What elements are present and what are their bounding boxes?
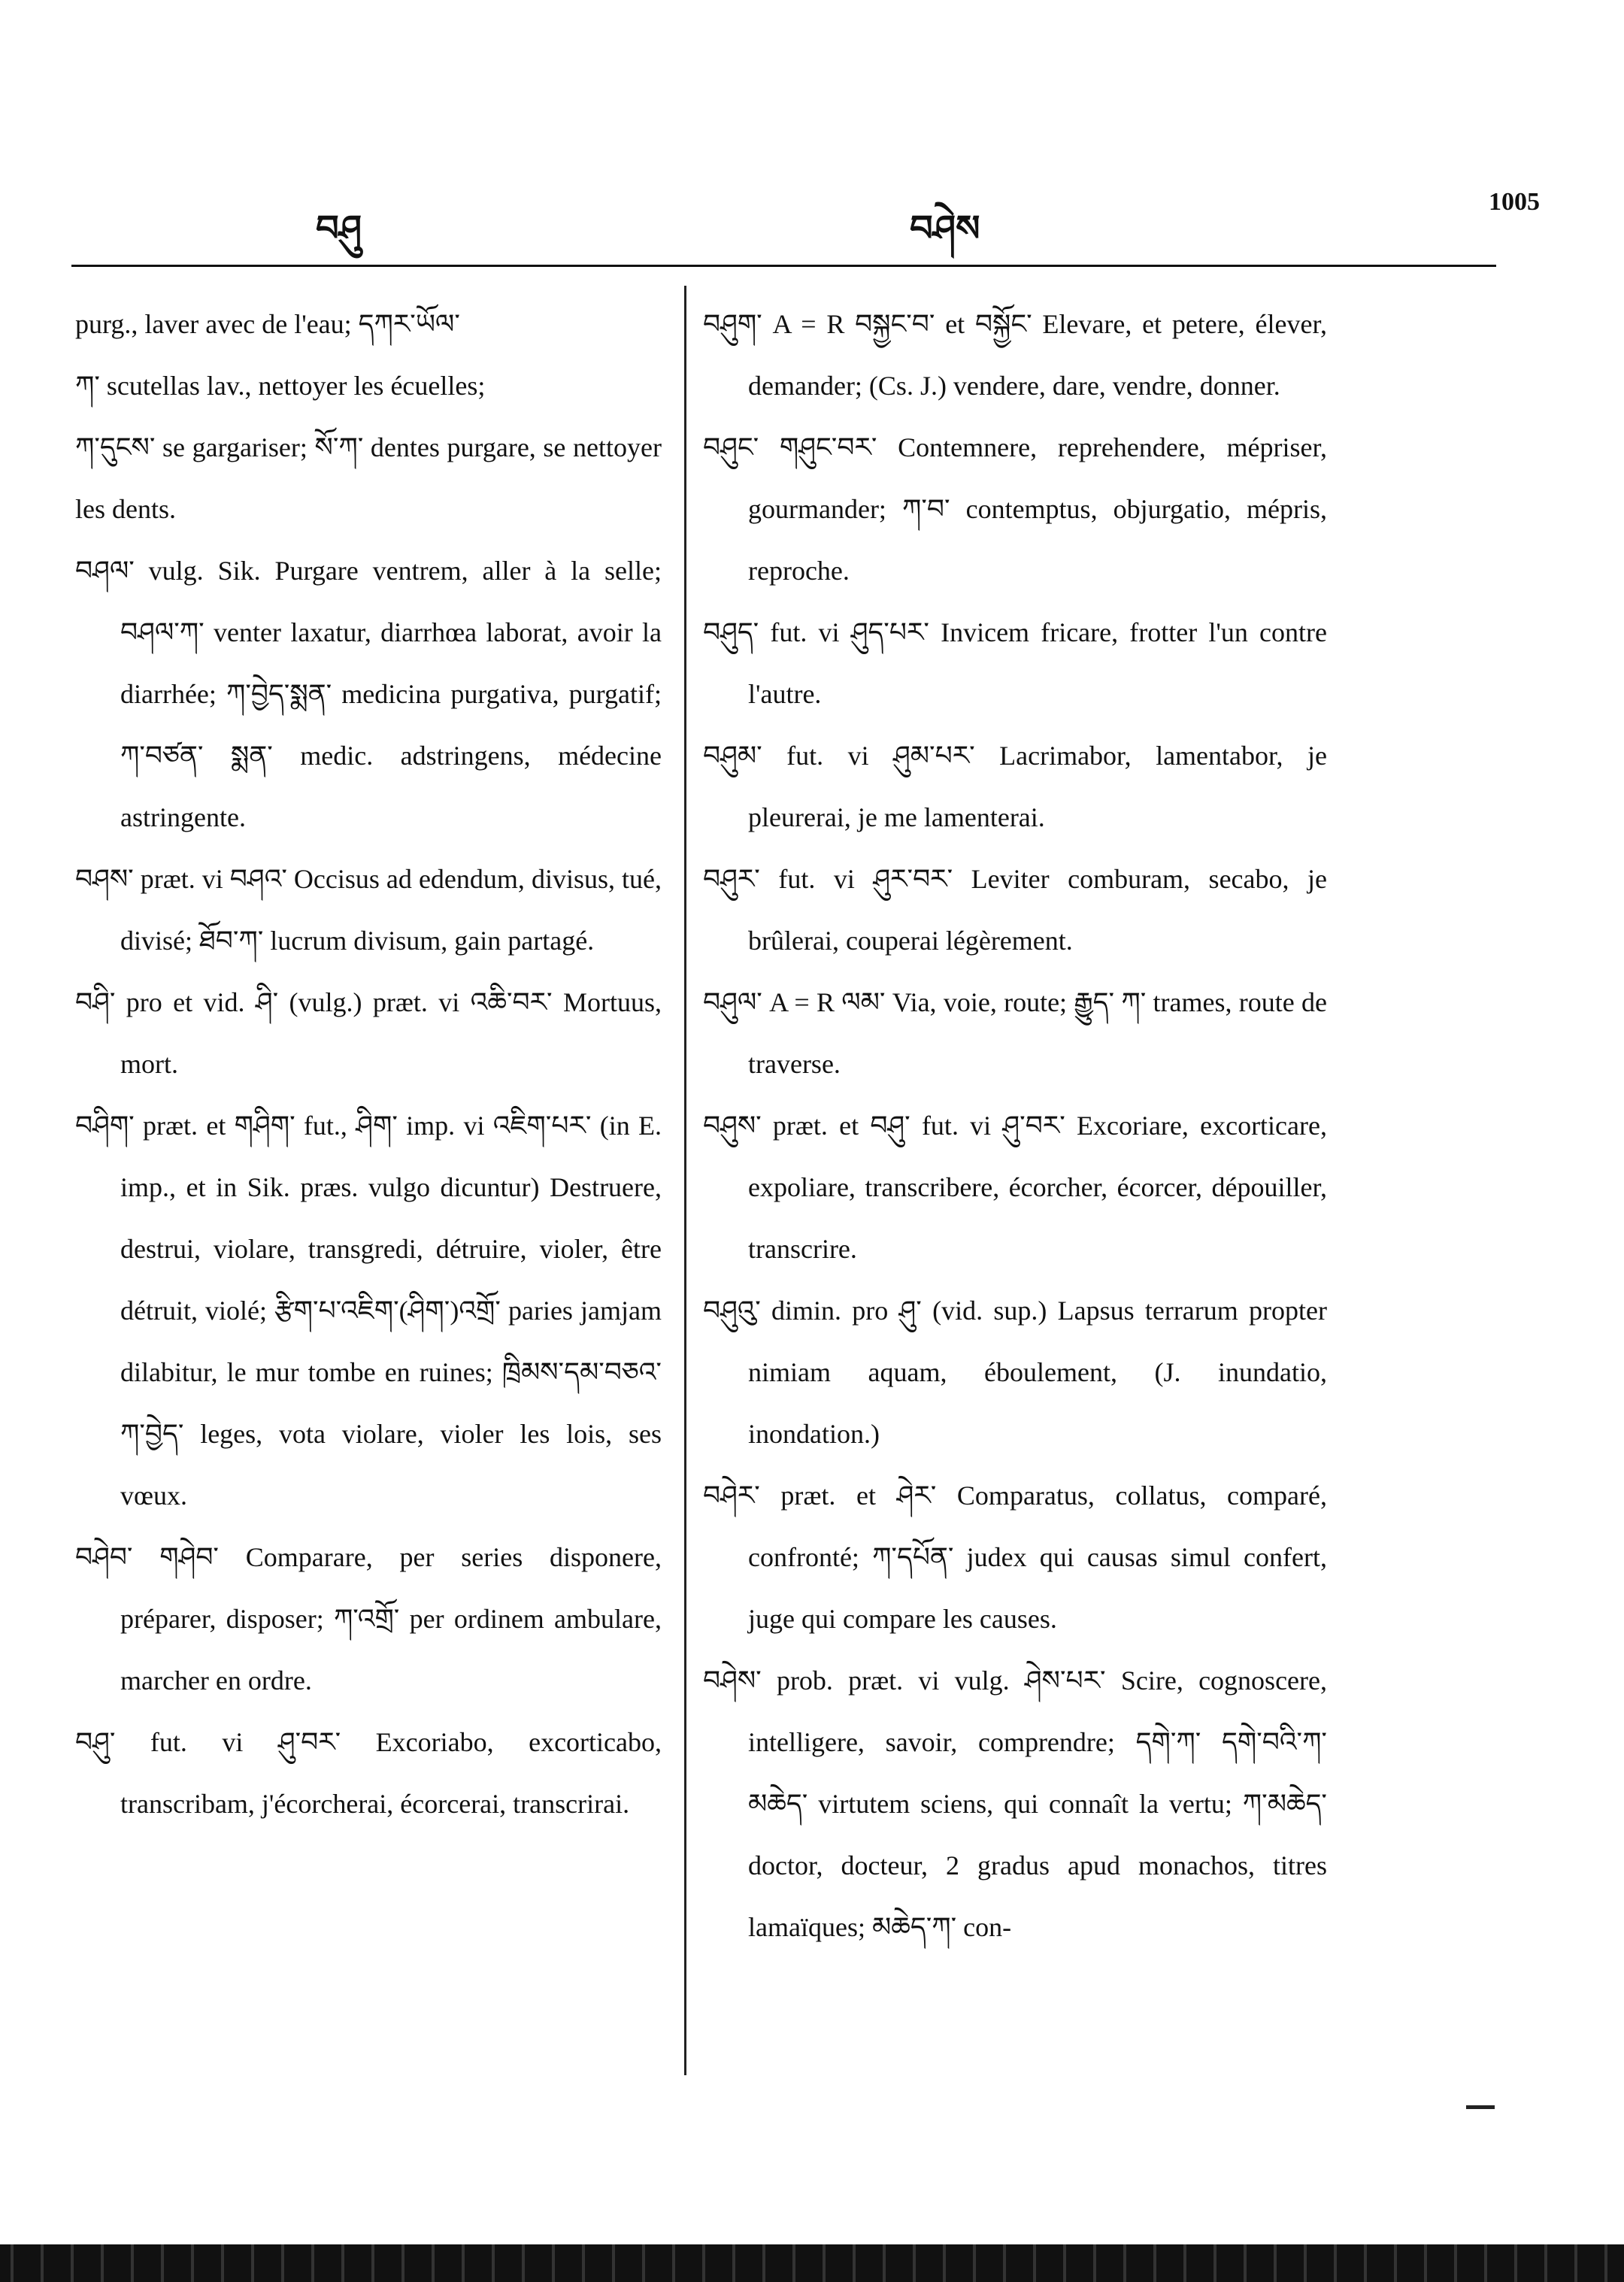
right-entry-7: བཤུའུ་ dimin. pro ཤུ་ (vid. sup.) Lapsus terrarum propter nimiam aquam, éboulement, (J. inundatio, inondation.) (703, 1296, 1327, 1449)
right-entry-8: བཤེར་ præt. et ཤེར་ Comparatus, collatus, comparé, confronté; ཀ་དཔོན་ judex qui causas simul confert, juge qui compare les causes. (703, 1480, 1327, 1634)
right-entry-5: བཤུལ་ A = R ལམ་ Via, voie, route; རྒྱུད་ ཀ་ trames, route de traverse. (703, 987, 1327, 1079)
left-entry-0: purg., laver avec de l'eau; དཀར་ཡོལ་ (75, 309, 460, 339)
header-rule (71, 265, 1496, 267)
left-entry-7: བཤེབ་ གཤེབ་ Comparare, per series disponere, préparer, disposer; ཀ་འགྲོ་ per ordinem ambulare, marcher en ordre. (75, 1542, 662, 1696)
right-entry-6: བཤུས་ præt. et བཤུ་ fut. vi ཤུ་བར་ Excoriare, excorticare, expoliare, transcribere, écorcher, écorcer, dépouiller, transcrire. (703, 1111, 1327, 1264)
right-entry-1: བཤུང་ གཤུང་བར་ Contemnere, reprehendere, mépriser, gourmander; ཀ་བ་ contemptus, objurgatio, mépris, reproche. (703, 432, 1327, 586)
running-head-center: བཤེས (910, 208, 980, 250)
left-entry-3: བཤལ་ vulg. Sik. Purgare ventrem, aller à la selle; བཤལ་ཀ་ venter laxatur, diarrhœa laborat, avoir la diarrhée; ཀ་བྱེད་སྨན་ medicina purgativa, purgatif; ཀ་བཙན་ སྨན་ medic. adstringens, médecine astringente. (75, 556, 662, 832)
column-divider (684, 286, 686, 2075)
left-entry-4: བཤས་ præt. vi བཤའ་ Occisus ad edendum, divisus, tué, divisé; ཐོབ་ཀ་ lucrum divisum, gain partagé. (75, 864, 662, 956)
right-entry-3: བཤུམ་ fut. vi ཤུམ་པར་ Lacrimabor, lamentabor, je pleurerai, je me lamenterai. (703, 741, 1327, 832)
page-number: 1005 (1489, 188, 1540, 216)
right-entry-0: བཤུག་ A = R བསྐྱང་བ་ et བསྐྱོང་ Elevare, et petere, élever, demander; (Cs. J.) vendere, dare, vendre, donner. (703, 309, 1327, 401)
left-entry-2: ཀ་དུངས་ se gargariser; སོ་ཀ་ dentes purgare, se nettoyer les dents. (75, 432, 662, 524)
right-entry-9: བཤེས་ prob. præt. vi vulg. ཤེས་པར་ Scire, cognoscere, intelligere, savoir, comprendre; དགེ་ཀ་ དགེ་བའི་ཀ་མཆེད་ virtutem sciens, qui connaît la vertu; ཀ་མཆེད་ doctor, docteur, 2 gradus apud monachos, titres lamaïques; མཆེད་ཀ་ con- (703, 1665, 1327, 1942)
left-entry-6: བཤིག་ præt. et གཤིག་ fut., ཤིག་ imp. vi འཇིག་པར་ (in E. imp., et in Sik. præs. vulgo dicuntur) Destruere, destrui, violare, transgredi, détruire, violer, être détruit, violé; རྩིག་པ་འཇིག་(ཤིག་)འགྲོ་ paries jamjam dilabitur, le mur tombe en ruines; ཁྲིམས་དམ་བཅའ་ཀ་བྱེད་ leges, vota violare, violer les lois, ses vœux. (75, 1111, 662, 1511)
running-head-left: བཤུ (316, 208, 362, 250)
right-entry-2: བཤུད་ fut. vi ཤུད་པར་ Invicem fricare, frotter l'un contre l'autre. (703, 617, 1327, 709)
scan-mark (1466, 2105, 1495, 2109)
scan-edge-strip (0, 2244, 1624, 2282)
left-entry-1: ཀ་ scutellas lav., nettoyer les écuelles; (75, 371, 486, 401)
left-entry-8: བཤུ་ fut. vi ཤུ་བར་ Excoriabo, excorticabo, transcribam, j'écorcherai, écorcerai, transcrirai. (75, 1727, 662, 1819)
left-entry-5: བཤི་ pro et vid. ཤི་ (vulg.) præt. vi འཆི་བར་ Mortuus, mort. (75, 987, 662, 1079)
left-column (75, 293, 662, 1835)
right-entry-4: བཤུར་ fut. vi ཤུར་བར་ Leviter comburam, secabo, je brûlerai, couperai légèrement. (703, 864, 1327, 956)
right-column (703, 293, 1327, 1958)
